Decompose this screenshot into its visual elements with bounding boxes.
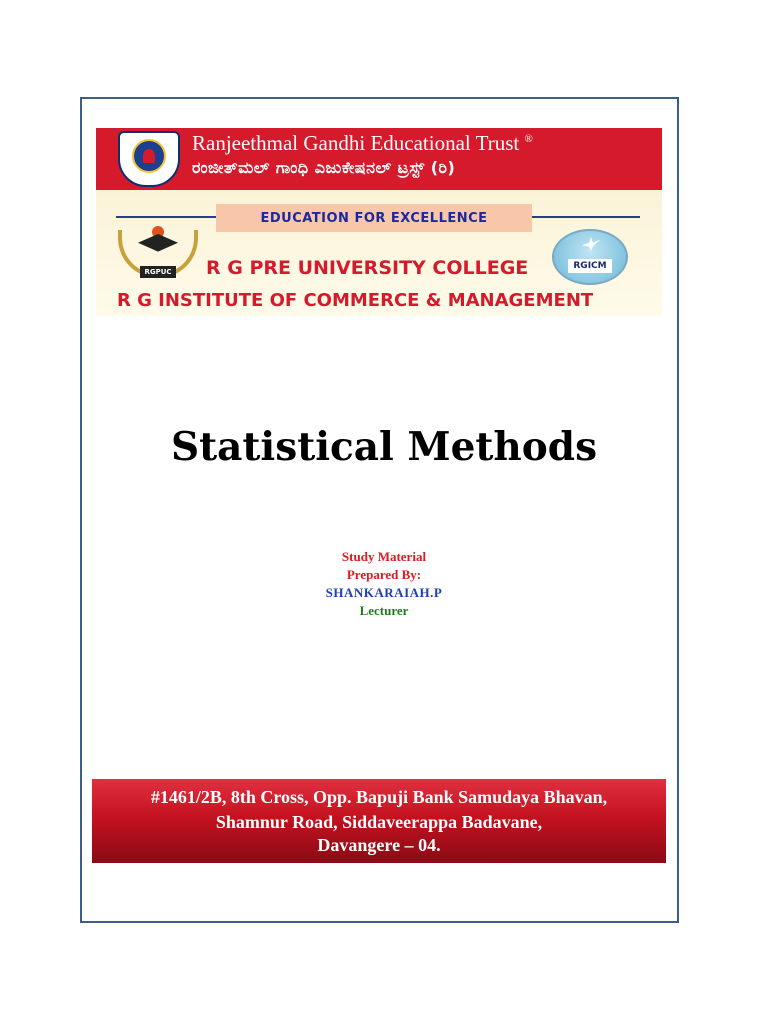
motto-badge: EDUCATION FOR EXCELLENCE: [216, 204, 532, 232]
divider-left: [116, 216, 216, 218]
document-title: Statistical Methods: [170, 424, 598, 470]
study-material-label: Study Material: [341, 549, 427, 564]
address-line-1: #1461/2B, 8th Cross, Opp. Bapuji Bank Samudaya Bhavan,: [150, 787, 608, 807]
address-line-3: Davangere – 04.: [317, 835, 441, 855]
rgpuc-logo-icon: [118, 226, 198, 280]
registered-mark: ®: [524, 133, 533, 145]
rgpuc-logo-label: RGPUC: [140, 266, 176, 278]
address-line-2: Shamnur Road, Siddaveerappa Badavane,: [215, 812, 543, 832]
college-name-icm: R G INSTITUTE OF COMMERCE & MANAGEMENT: [117, 290, 594, 311]
prepared-by-label: Prepared By:: [346, 567, 422, 582]
rgicm-logo-label: RGICM: [568, 259, 612, 273]
rgicm-logo-icon: [552, 229, 628, 285]
trust-crest-icon: [118, 131, 180, 187]
author-name: SHANKARAIAH.P: [325, 585, 443, 600]
divider-right: [532, 216, 640, 218]
author-designation: Lecturer: [359, 603, 409, 618]
trust-name-kannada: ರಂಜೀತ್‌ಮಲ್ ಗಾಂಧಿ ಎಜುಕೇಷನಲ್ ಟ್ರಸ್ಟ್ (ರಿ): [192, 158, 456, 177]
trust-name: Ranjeethmal Gandhi Educational Trust ®: [192, 131, 533, 155]
college-name-puc: R G PRE UNIVERSITY COLLEGE: [206, 257, 529, 279]
address-banner: [92, 779, 666, 863]
